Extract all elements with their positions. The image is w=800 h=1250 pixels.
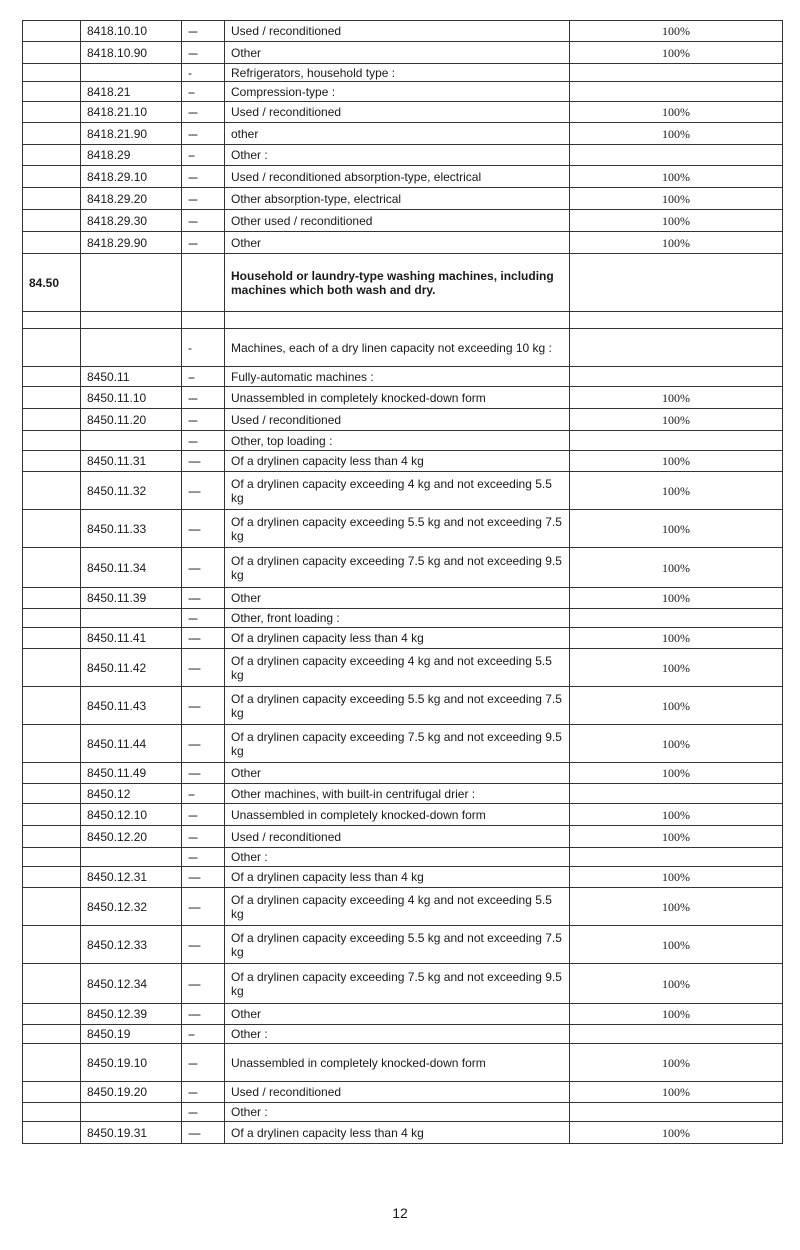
table-row: [23, 609, 783, 628]
code-cell: 8418.21: [81, 82, 182, 102]
duty-cell: [570, 784, 783, 804]
heading-cell: [23, 763, 81, 784]
dash-cell: ---: [182, 431, 225, 451]
table-row: [23, 867, 783, 888]
code-cell: 8450.11.32: [81, 472, 182, 510]
code-cell: 8418.29.90: [81, 232, 182, 254]
dash-cell: -: [182, 64, 225, 82]
description-cell: [225, 312, 570, 329]
table-row: [23, 145, 783, 166]
duty-cell: 100%: [570, 725, 783, 763]
dash-cell: ---: [182, 826, 225, 848]
duty-cell: [570, 145, 783, 166]
heading-cell: [23, 409, 81, 431]
dash-cell: [182, 254, 225, 312]
description-cell: Fully-automatic machines :: [225, 367, 570, 387]
duty-cell: 100%: [570, 964, 783, 1004]
code-cell: 8450.11.39: [81, 588, 182, 609]
dash-cell: ----: [182, 472, 225, 510]
heading-cell: [23, 548, 81, 588]
duty-cell: 100%: [570, 451, 783, 472]
code-cell: 8450.11.20: [81, 409, 182, 431]
table-row: [23, 826, 783, 848]
table-row: [23, 232, 783, 254]
duty-cell: [570, 312, 783, 329]
duty-cell: 100%: [570, 21, 783, 42]
duty-cell: 100%: [570, 926, 783, 964]
description-cell: Other: [225, 763, 570, 784]
heading-cell: [23, 102, 81, 123]
code-cell: 8450.19.20: [81, 1082, 182, 1103]
heading-cell: [23, 826, 81, 848]
heading-cell: [23, 867, 81, 888]
code-cell: 8450.11.49: [81, 763, 182, 784]
code-cell: 8418.29: [81, 145, 182, 166]
heading-cell: [23, 431, 81, 451]
description-cell: Used / reconditioned: [225, 102, 570, 123]
code-cell: 8450.11.43: [81, 687, 182, 725]
tariff-table-body: [23, 21, 783, 1144]
description-cell: Of a drylinen capacity exceeding 5.5 kg and not exceeding 7.5 kg: [225, 687, 570, 725]
table-row: [23, 1122, 783, 1144]
code-cell: 8450.19: [81, 1025, 182, 1044]
description-cell: Household or laundry-type washing machines, including machines which both wash and dry.: [225, 254, 570, 312]
table-row: [23, 254, 783, 312]
description-cell: Used / reconditioned: [225, 826, 570, 848]
table-row: [23, 431, 783, 451]
description-cell: Other, front loading :: [225, 609, 570, 628]
description-cell: Of a drylinen capacity exceeding 5.5 kg and not exceeding 7.5 kg: [225, 926, 570, 964]
duty-cell: 100%: [570, 867, 783, 888]
heading-cell: [23, 609, 81, 628]
heading-cell: [23, 21, 81, 42]
description-cell: Other: [225, 588, 570, 609]
heading-cell: [23, 1004, 81, 1025]
description-cell: Other :: [225, 1025, 570, 1044]
description-cell: Other used / reconditioned: [225, 210, 570, 232]
table-row: [23, 1082, 783, 1103]
heading-cell: [23, 1122, 81, 1144]
table-row: [23, 451, 783, 472]
dash-cell: ----: [182, 588, 225, 609]
dash-cell: ---: [182, 848, 225, 867]
description-cell: Other: [225, 1004, 570, 1025]
table-row: [23, 123, 783, 145]
page-number: 12: [392, 1205, 408, 1221]
duty-cell: [570, 254, 783, 312]
duty-cell: 100%: [570, 409, 783, 431]
duty-cell: 100%: [570, 210, 783, 232]
duty-cell: 100%: [570, 649, 783, 687]
heading-cell: [23, 123, 81, 145]
table-row: [23, 367, 783, 387]
code-cell: 8418.29.30: [81, 210, 182, 232]
description-cell: Other :: [225, 145, 570, 166]
dash-cell: ----: [182, 1122, 225, 1144]
duty-cell: 100%: [570, 1004, 783, 1025]
duty-cell: 100%: [570, 123, 783, 145]
code-cell: 8450.11.10: [81, 387, 182, 409]
dash-cell: ----: [182, 649, 225, 687]
duty-cell: 100%: [570, 42, 783, 64]
code-cell: 8450.11.41: [81, 628, 182, 649]
dash-cell: ----: [182, 451, 225, 472]
table-row: [23, 1044, 783, 1082]
table-row: [23, 687, 783, 725]
heading-cell: [23, 145, 81, 166]
dash-cell: --: [182, 1025, 225, 1044]
dash-cell: --: [182, 784, 225, 804]
duty-cell: [570, 1103, 783, 1122]
heading-cell: [23, 848, 81, 867]
code-cell: 8450.12.32: [81, 888, 182, 926]
description-cell: Other: [225, 42, 570, 64]
duty-cell: 100%: [570, 548, 783, 588]
dash-cell: --: [182, 145, 225, 166]
code-cell: 8450.19.31: [81, 1122, 182, 1144]
code-cell: 8450.12.10: [81, 804, 182, 826]
heading-cell: [23, 1025, 81, 1044]
description-cell: Of a drylinen capacity less than 4 kg: [225, 1122, 570, 1144]
dash-cell: --: [182, 82, 225, 102]
dash-cell: ----: [182, 763, 225, 784]
code-cell: 8418.21.90: [81, 123, 182, 145]
heading-cell: [23, 687, 81, 725]
duty-cell: [570, 367, 783, 387]
description-cell: Other machines, with built-in centrifugal drier :: [225, 784, 570, 804]
table-row: [23, 21, 783, 42]
code-cell: 8450.11.34: [81, 548, 182, 588]
dash-cell: ---: [182, 102, 225, 123]
code-cell: [81, 1103, 182, 1122]
code-cell: 8450.12.39: [81, 1004, 182, 1025]
table-row: [23, 188, 783, 210]
duty-cell: 100%: [570, 102, 783, 123]
heading-cell: [23, 725, 81, 763]
dash-cell: ----: [182, 926, 225, 964]
description-cell: Of a drylinen capacity exceeding 7.5 kg and not exceeding 9.5 kg: [225, 548, 570, 588]
dash-cell: ---: [182, 123, 225, 145]
description-cell: Unassembled in completely knocked-down form: [225, 387, 570, 409]
heading-cell: [23, 588, 81, 609]
table-row: [23, 1103, 783, 1122]
dash-cell: ----: [182, 687, 225, 725]
dash-cell: ---: [182, 42, 225, 64]
duty-cell: 100%: [570, 1082, 783, 1103]
duty-cell: 100%: [570, 232, 783, 254]
table-row: [23, 964, 783, 1004]
code-cell: [81, 848, 182, 867]
description-cell: Compression-type :: [225, 82, 570, 102]
description-cell: Unassembled in completely knocked-down form: [225, 1044, 570, 1082]
heading-cell: [23, 964, 81, 1004]
dash-cell: ---: [182, 1082, 225, 1103]
dash-cell: -: [182, 329, 225, 367]
table-row: [23, 42, 783, 64]
duty-cell: 100%: [570, 166, 783, 188]
heading-cell: [23, 510, 81, 548]
duty-cell: [570, 1025, 783, 1044]
code-cell: 8450.12.33: [81, 926, 182, 964]
heading-cell: 84.50: [23, 254, 81, 312]
code-cell: 8450.12.31: [81, 867, 182, 888]
heading-cell: [23, 804, 81, 826]
description-cell: Of a drylinen capacity exceeding 4 kg and not exceeding 5.5 kg: [225, 888, 570, 926]
code-cell: [81, 431, 182, 451]
heading-cell: [23, 472, 81, 510]
description-cell: Of a drylinen capacity less than 4 kg: [225, 628, 570, 649]
code-cell: 8450.11.31: [81, 451, 182, 472]
table-row: [23, 166, 783, 188]
description-cell: Of a drylinen capacity less than 4 kg: [225, 867, 570, 888]
dash-cell: ---: [182, 409, 225, 431]
dash-cell: ----: [182, 628, 225, 649]
dash-cell: ---: [182, 166, 225, 188]
code-cell: 8418.29.10: [81, 166, 182, 188]
code-cell: [81, 312, 182, 329]
code-cell: [81, 329, 182, 367]
dash-cell: ---: [182, 210, 225, 232]
table-row: [23, 1004, 783, 1025]
heading-cell: [23, 64, 81, 82]
table-row: [23, 409, 783, 431]
duty-cell: 100%: [570, 763, 783, 784]
dash-cell: ----: [182, 510, 225, 548]
table-row: [23, 649, 783, 687]
code-cell: 8450.11: [81, 367, 182, 387]
duty-cell: 100%: [570, 588, 783, 609]
table-row: [23, 848, 783, 867]
dash-cell: ----: [182, 548, 225, 588]
description-cell: Other :: [225, 1103, 570, 1122]
duty-cell: [570, 848, 783, 867]
table-row: [23, 472, 783, 510]
dash-cell: ---: [182, 21, 225, 42]
heading-cell: [23, 329, 81, 367]
heading-cell: [23, 1082, 81, 1103]
description-cell: Refrigerators, household type :: [225, 64, 570, 82]
heading-cell: [23, 784, 81, 804]
dash-cell: ----: [182, 867, 225, 888]
duty-cell: [570, 329, 783, 367]
dash-cell: ----: [182, 964, 225, 1004]
table-row: [23, 510, 783, 548]
code-cell: 8450.12.20: [81, 826, 182, 848]
dash-cell: ----: [182, 888, 225, 926]
code-cell: 8450.11.44: [81, 725, 182, 763]
duty-cell: 100%: [570, 472, 783, 510]
table-row: [23, 926, 783, 964]
dash-cell: ---: [182, 804, 225, 826]
heading-cell: [23, 367, 81, 387]
table-row: [23, 82, 783, 102]
description-cell: Of a drylinen capacity less than 4 kg: [225, 451, 570, 472]
duty-cell: 100%: [570, 804, 783, 826]
duty-cell: 100%: [570, 1044, 783, 1082]
table-row: [23, 312, 783, 329]
dash-cell: ---: [182, 1044, 225, 1082]
dash-cell: ---: [182, 1103, 225, 1122]
table-row: [23, 387, 783, 409]
code-cell: 8418.29.20: [81, 188, 182, 210]
code-cell: 8450.12: [81, 784, 182, 804]
description-cell: Of a drylinen capacity exceeding 4 kg and not exceeding 5.5 kg: [225, 649, 570, 687]
heading-cell: [23, 387, 81, 409]
heading-cell: [23, 888, 81, 926]
heading-cell: [23, 42, 81, 64]
description-cell: Of a drylinen capacity exceeding 7.5 kg and not exceeding 9.5 kg: [225, 964, 570, 1004]
table-row: [23, 763, 783, 784]
heading-cell: [23, 188, 81, 210]
heading-cell: [23, 312, 81, 329]
code-cell: 8450.19.10: [81, 1044, 182, 1082]
code-cell: 8450.11.33: [81, 510, 182, 548]
dash-cell: [182, 312, 225, 329]
duty-cell: [570, 431, 783, 451]
dash-cell: ---: [182, 609, 225, 628]
dash-cell: --: [182, 367, 225, 387]
duty-cell: 100%: [570, 826, 783, 848]
code-cell: 8418.10.90: [81, 42, 182, 64]
table-row: [23, 210, 783, 232]
table-row: [23, 888, 783, 926]
description-cell: other: [225, 123, 570, 145]
duty-cell: 100%: [570, 188, 783, 210]
heading-cell: [23, 210, 81, 232]
tariff-table: [22, 20, 783, 1144]
table-row: [23, 1025, 783, 1044]
table-row: [23, 329, 783, 367]
code-cell: 8418.21.10: [81, 102, 182, 123]
duty-cell: 100%: [570, 628, 783, 649]
description-cell: Of a drylinen capacity exceeding 7.5 kg and not exceeding 9.5 kg: [225, 725, 570, 763]
dash-cell: ---: [182, 188, 225, 210]
duty-cell: [570, 82, 783, 102]
description-cell: Of a drylinen capacity exceeding 4 kg and not exceeding 5.5 kg: [225, 472, 570, 510]
table-row: [23, 588, 783, 609]
duty-cell: 100%: [570, 510, 783, 548]
code-cell: [81, 609, 182, 628]
table-row: [23, 628, 783, 649]
table-row: [23, 784, 783, 804]
duty-cell: 100%: [570, 1122, 783, 1144]
duty-cell: 100%: [570, 888, 783, 926]
duty-cell: 100%: [570, 687, 783, 725]
description-cell: Machines, each of a dry linen capacity not exceeding 10 kg :: [225, 329, 570, 367]
duty-cell: 100%: [570, 387, 783, 409]
heading-cell: [23, 649, 81, 687]
heading-cell: [23, 628, 81, 649]
code-cell: [81, 64, 182, 82]
table-row: [23, 548, 783, 588]
heading-cell: [23, 232, 81, 254]
duty-cell: [570, 64, 783, 82]
heading-cell: [23, 1044, 81, 1082]
description-cell: Used / reconditioned: [225, 21, 570, 42]
heading-cell: [23, 166, 81, 188]
code-cell: 8450.11.42: [81, 649, 182, 687]
heading-cell: [23, 82, 81, 102]
table-row: [23, 725, 783, 763]
heading-cell: [23, 1103, 81, 1122]
description-cell: Other absorption-type, electrical: [225, 188, 570, 210]
description-cell: Other :: [225, 848, 570, 867]
description-cell: Other: [225, 232, 570, 254]
heading-cell: [23, 451, 81, 472]
description-cell: Used / reconditioned: [225, 409, 570, 431]
table-row: [23, 64, 783, 82]
dash-cell: ---: [182, 387, 225, 409]
description-cell: Used / reconditioned: [225, 1082, 570, 1103]
duty-cell: [570, 609, 783, 628]
description-cell: Of a drylinen capacity exceeding 5.5 kg and not exceeding 7.5 kg: [225, 510, 570, 548]
code-cell: [81, 254, 182, 312]
dash-cell: ----: [182, 725, 225, 763]
dash-cell: ---: [182, 232, 225, 254]
table-row: [23, 804, 783, 826]
description-cell: Other, top loading :: [225, 431, 570, 451]
code-cell: 8418.10.10: [81, 21, 182, 42]
dash-cell: ----: [182, 1004, 225, 1025]
description-cell: Unassembled in completely knocked-down form: [225, 804, 570, 826]
description-cell: Used / reconditioned absorption-type, electrical: [225, 166, 570, 188]
table-row: [23, 102, 783, 123]
code-cell: 8450.12.34: [81, 964, 182, 1004]
heading-cell: [23, 926, 81, 964]
